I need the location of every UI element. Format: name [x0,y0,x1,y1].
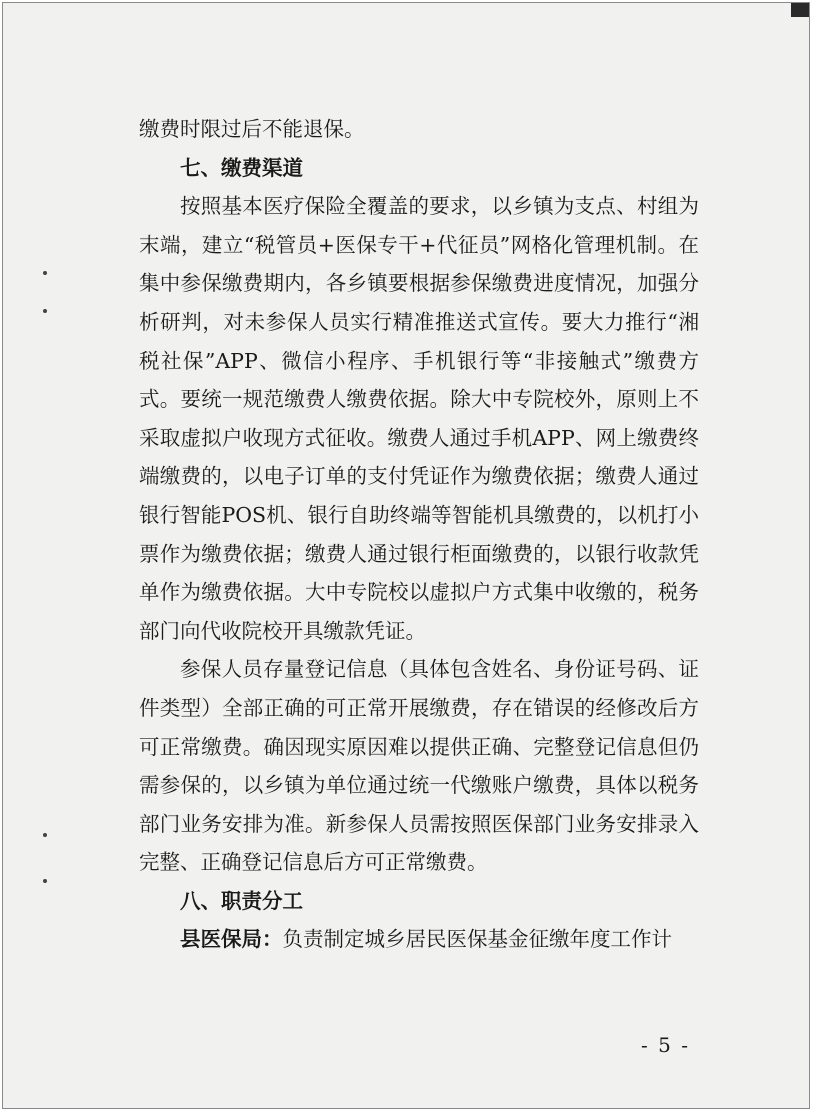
scan-speck [43,879,47,883]
scan-speck [43,833,47,837]
page-number: - 5 - [641,1033,690,1057]
scan-corner-mark [791,3,809,17]
section-heading-8: 八、职责分工 [180,888,303,913]
paragraph-registration-info: 参保人员存量登记信息（具体包含姓名、身份证号码、证件类型）全部正确的可正常开展缴费，存在错误的经修改后方可正常缴费。确因现实原因难以提供正确、完整登记信息但仍需参保的，以乡镇为单位通过统一代缴账户缴费，具体以税务部门业务安排为准。新参保人员需按照医保部门业务安排录入完整、正确登记信息后方可正常缴费。 [139,657,699,875]
scan-speck [43,309,47,313]
scan-speck [43,271,47,275]
paragraph-continuation: 缴费时限过后不能退保。 [139,117,365,141]
paragraph-lead-text: 负责制定城乡居民医保基金征缴年度工作计 [282,927,672,952]
paragraph-lead: 县医保局： [180,927,283,952]
section-heading-7: 七、缴费渠道 [180,155,303,180]
document-page [2,2,810,1109]
paragraph-county-medical-insurance [139,920,699,959]
document-body [139,110,699,959]
paragraph-payment-channels: 按照基本医疗保险全覆盖的要求，以乡镇为支点、村组为末端，建立“税管员+医保专干+代征员”网格化管理机制。在集中参保缴费期内，各乡镇要根据参保缴费进度情况，加强分析研判，对未参保人员实行精准推送式宣传。要大力推行“湘税社保”APP、微信小程序、手机银行等“非接触式”缴费方式。要统一规范缴费人缴费依据。除大中专院校外，原则上不采取虚拟户收现方式征收。缴费人通过手机APP、网上缴费终端缴费的，以电子订单的支付凭证作为缴费依据；缴费人通过银行智能POS机、银行自助终端等智能机具缴费的，以机打小票作为缴费依据；缴费人通过银行柜面缴费的，以银行收款凭单作为缴费依据。大中专院校以虚拟户方式集中收缴的，税务部门向代收院校开具缴款凭证。 [139,194,699,643]
